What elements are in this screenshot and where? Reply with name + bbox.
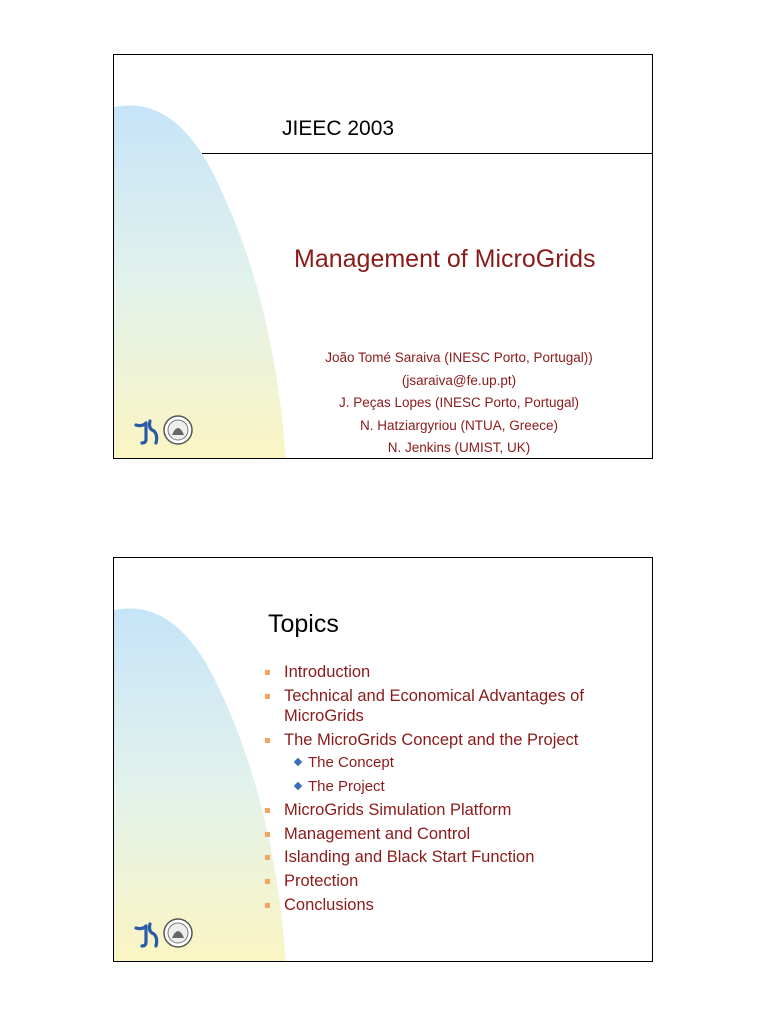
topic-label: Management and Control [284,824,471,843]
diamond-bullet-icon [294,758,302,766]
author-line: (jsaraiva@fe.up.pt) [401,372,517,388]
square-bullet-icon [265,879,270,884]
slide-header: JIEEC 2003 [282,117,395,140]
diamond-bullet-icon [294,781,302,789]
topic-label: MicroGrids Simulation Platform [284,800,512,819]
topics-slide [113,557,653,962]
square-bullet-icon [265,670,270,675]
topic-label: Introduction [284,663,371,681]
slide-title: Topics [268,610,339,638]
square-bullet-icon [265,738,270,743]
topic-list [260,662,640,919]
topic-label: Islanding and Black Start Function [284,848,535,867]
institution-logo-icon [136,421,157,443]
author-line: N. Hatziargyriou (NTUA, Greece) [359,417,559,433]
square-bullet-icon [265,832,270,837]
topic-item [260,662,640,682]
topic-label: The MicroGrids Concept and the Project [284,730,579,749]
square-bullet-icon [265,694,270,699]
author-line: João Tomé Saraiva (INESC Porto, Portugal)) [325,350,593,365]
topic-item [260,800,640,820]
topic-item [260,730,640,750]
topic-label: Protection [284,872,359,891]
topic-item [260,686,640,726]
institution-logo-icon [136,924,157,946]
logo-group [132,413,194,447]
author-line: N. Jenkins (UMIST, UK) [387,440,531,455]
square-bullet-icon [265,855,270,860]
square-bullet-icon [265,903,270,908]
subtopic-item [260,753,640,773]
author-list [294,347,624,459]
topic-label: Technical and Economical Advantages of MicroGrids [284,686,584,725]
university-seal-icon [164,416,192,444]
topic-label: Conclusions [284,895,374,914]
topic-item [260,847,640,867]
topic-item [260,824,640,844]
topic-item [260,895,640,915]
subtopic-label: The Concept [308,754,394,772]
author-line: J. Peças Lopes (INESC Porto, Portugal) [338,395,580,410]
header-divider [202,153,653,154]
university-seal-icon [164,919,192,947]
square-bullet-icon [265,808,270,813]
title-slide: JIEEC 2003 Management of MicroGrids João Tomé Saraiva (INESC Porto, Portugal)) (jsaraiva@fe.up.pt) J. Peças Lopes (INESC Porto, Portugal) N. Hatziargyriou (NTUA, Greece) N. Jenkins (UMIST, UK) [113,54,653,459]
subtopic-item [260,777,640,797]
subtopic-label: The Project [308,777,385,795]
topic-item [260,871,640,891]
logo-group [132,916,194,950]
